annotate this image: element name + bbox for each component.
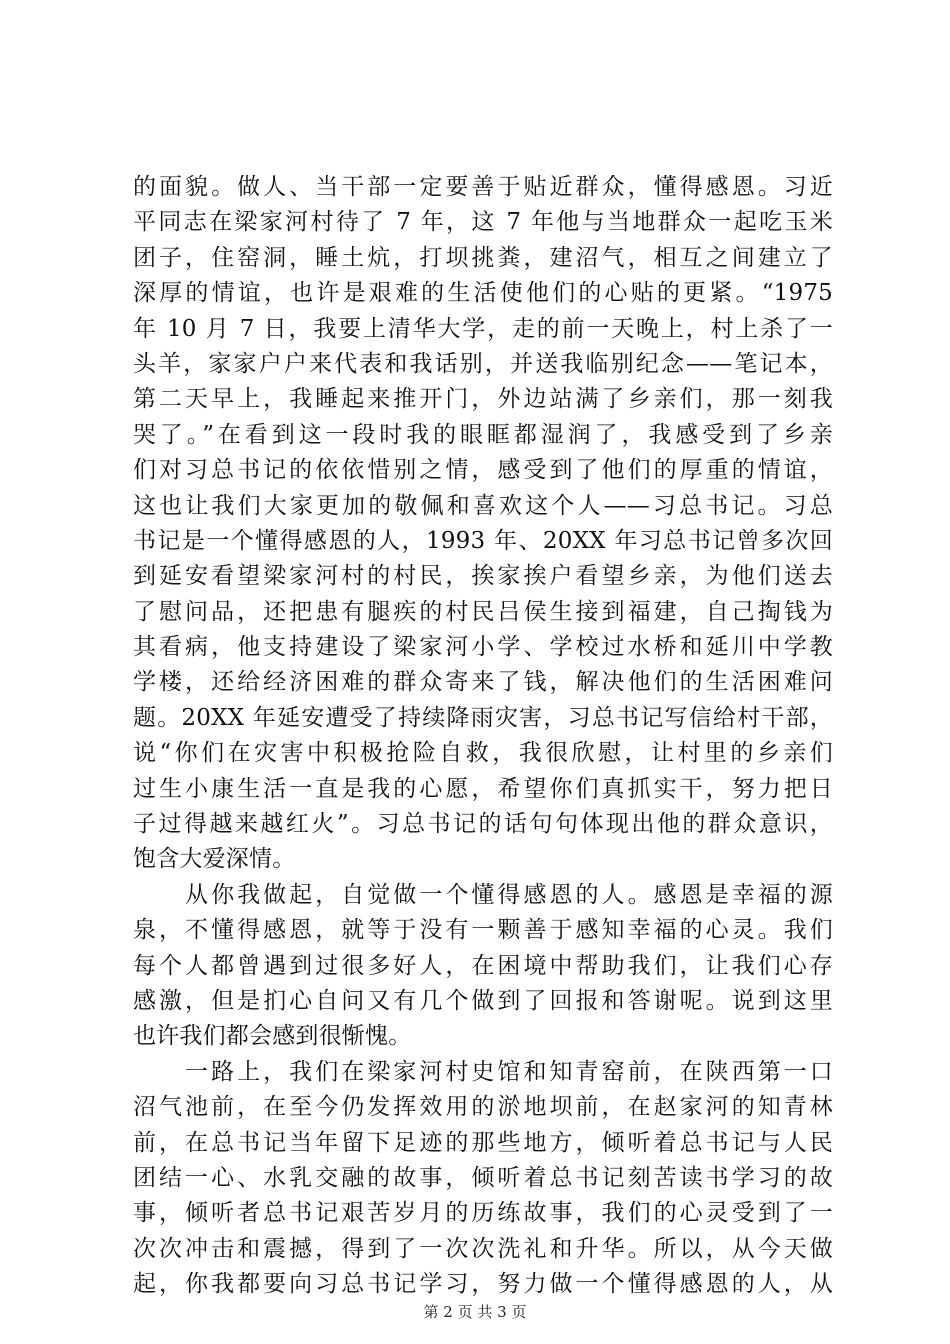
text-line: 说“你们在灾害中积极抢险自救，我很欣慰，让村里的乡亲们 (133, 740, 833, 767)
text-line: 学楼，还给经济困难的群众寄来了钱，解决他们的生活困难问 (133, 669, 833, 696)
page-number-label: 第 2 页 共 3 页 (423, 1303, 527, 1321)
text-line: 起，你我都要向习总书记学习，努力做一个懂得感恩的人，从 (133, 1271, 833, 1298)
text-line: 头羊，家家户户来代表和我话别，并送我临别纪念——笔记本， (133, 350, 833, 377)
text-line: 团结一心、水乳交融的故事，倾听着总书记刻苦读书学习的故 (133, 1164, 833, 1191)
text-line: 过生小康生活一直是我的心愿，希望你们真抓实干，努力把日 (133, 775, 833, 802)
paragraph-start-line: 从你我做起，自觉做一个懂得感恩的人。感恩是幸福的源 (133, 881, 833, 908)
text-line: 这也让我们大家更加的敬佩和喜欢这个人——习总书记。习总 (133, 492, 833, 519)
paragraph-end-line: 饱含大爱深情。 (133, 846, 296, 873)
text-line: 到延安看望梁家河村的村民，挨家挨户看望乡亲，为他们送去 (133, 563, 833, 590)
text-line: 深厚的情谊，也许是艰难的生活使他们的心贴的更紧。“1975 (133, 280, 833, 307)
text-line: 感激，但是扪心自问又有几个做到了回报和答谢呢。说到这里 (133, 987, 833, 1014)
text-line: 们对习总书记的依依惜别之情，感受到了他们的厚重的情谊， (133, 457, 833, 484)
text-line: 沼气池前，在至今仍发挥效用的淤地坝前，在赵家河的知青林 (133, 1094, 833, 1121)
body-text (133, 170, 833, 1303)
text-line: 哭了。”在看到这一段时我的眼眶都湿润了，我感受到了乡亲 (133, 421, 833, 448)
text-line: 了慰问品，还把患有腿疾的村民吕侯生接到福建，自己掏钱为 (133, 598, 833, 625)
text-line: 团子，住窑洞，睡土炕，打坝挑粪，建沼气，相互之间建立了 (133, 244, 833, 271)
text-line: 泉，不懂得感恩，就等于没有一颗善于感知幸福的心灵。我们 (133, 917, 833, 944)
text-line: 事，倾听者总书记艰苦岁月的历练故事，我们的心灵受到了一 (133, 1200, 833, 1227)
text-line: 其看病，他支持建设了梁家河小学、学校过水桥和延川中学教 (133, 634, 833, 661)
text-line: 前，在总书记当年留下足迹的那些地方，倾听着总书记与人民 (133, 1129, 833, 1156)
text-line: 题。20XX 年延安遭受了持续降雨灾害，习总书记写信给村干部， (133, 704, 833, 731)
text-line: 每个人都曾遇到过很多好人，在困境中帮助我们，让我们心存 (133, 952, 833, 979)
text-line: 第二天早上，我睡起来推开门，外边站满了乡亲们，那一刻我 (133, 386, 833, 413)
text-line: 年 10 月 7 日，我要上清华大学，走的前一天晚上，村上杀了一 (133, 315, 833, 342)
text-line: 子过得越来越红火”。习总书记的话句句体现出他的群众意识， (133, 811, 833, 838)
page-footer (0, 1302, 950, 1322)
text-line: 平同志在梁家河村待了 7 年，这 7 年他与当地群众一起吃玉米 (133, 209, 833, 236)
text-line: 的面貌。做人、当干部一定要善于贴近群众，懂得感恩。习近 (133, 174, 833, 200)
text-line: 书记是一个懂得感恩的人，1993 年、20XX 年习总书记曾多次回 (133, 527, 833, 554)
paragraph-end-line: 也许我们都会感到很惭愧。 (133, 1023, 412, 1050)
text-line: 次次冲击和震撼，得到了一次次洗礼和升华。所以，从今天做 (133, 1235, 833, 1262)
paragraph-start-line: 一路上，我们在梁家河村史馆和知青窑前，在陕西第一口 (133, 1058, 833, 1085)
